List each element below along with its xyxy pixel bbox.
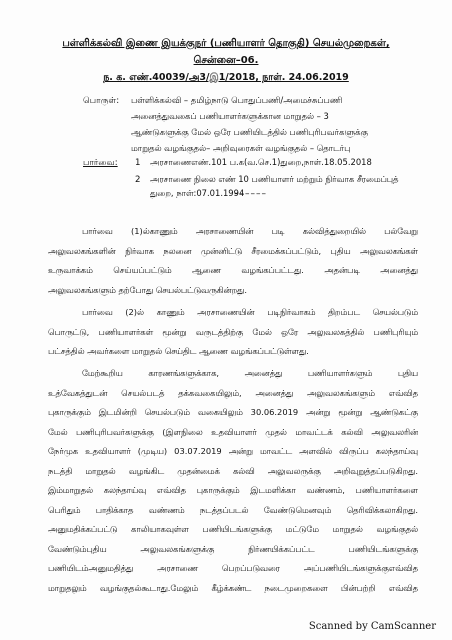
paragraph-line: உத்வேகத்துடன் செயல்படத் தக்கவகையிலும், அனைத்து அலுவலகங்களும் எவ்வித xyxy=(48,387,418,398)
paragraph-line: இம்மாறுதல் கலந்தாய்வு எவ்வித புகாருக்கும் இடமளிக்கா வண்ணம், பணியாளர்களை xyxy=(48,485,418,495)
scanner-watermark: Scanned by CamScanner xyxy=(308,621,436,632)
paragraph-line: அலுவலகங்களும் தற்போது செயல்பட்டுவருகின்றது. xyxy=(48,284,247,295)
paragraph-line: மேற்கூறிய காரணங்களுக்காக, அனைத்து பணியாளர்களும் புதிய xyxy=(82,368,418,378)
paragraph-line: உருவாக்கம் செய்யப்பட்டும் ஆணை வழங்கப்பட்டது. அதன்படி அனைத்து xyxy=(48,265,418,275)
office-city: சென்னை–06. xyxy=(193,55,259,66)
subject-line: அனைத்துவகைப் பணியாளர்களுக்கான மாறுதல் – 3 xyxy=(131,111,329,121)
body-paragraph xyxy=(48,364,418,598)
office-heading: பள்ளிக்கல்வி இணை இயக்குநர் (பணியாளர் தொகுதி) செயல்முறைகள், xyxy=(62,38,390,49)
paragraph-line: பார்வை (1)ல்காணும் அரசாணையின் படி கல்வித்துறையில் பல்வேறு xyxy=(82,226,418,236)
paragraph-line: பெரிதும் பாதிக்காத வண்ணம் நடத்தப்படல் வேண்டுமெனவும் தெரிவிக்கலாகிறது. xyxy=(48,504,418,515)
paragraph-line: அனுமதிக்கப்பட்டு காலியாகவுள்ள பணியிடங்களுக்கு மட்டுமே மாறுதல் வழங்குதல் xyxy=(48,524,418,534)
paragraph-line: புகாருக்கும் இடமின்றி செயல்படும் வகையிலும் 30.06.2019 அன்று மூன்று ஆண்டுகட்கு xyxy=(48,407,418,417)
paragraph-line: வேண்டும்புதிய அலுவலகங்களுக்கு நிர்ணயிக்கப்பட்ட பணியிடங்களுக்கு xyxy=(48,543,418,554)
reference-text: அரசாணை நிலை எண் 10 பணியாளர் மற்றும் நிர்வாக சீரமைப்புத் xyxy=(150,174,399,184)
subject-line: பள்ளிக்கல்வி – தமிழ்நாடு பொதுப்பணி/அமைச்சுப்பணி xyxy=(131,95,343,105)
paragraph-line: நடத்தி மாறுதல் வழங்கிட முதன்மைக் கல்வி அலுவலருக்கு அறிவுறுத்தப்படுகிறது. xyxy=(48,465,418,476)
paragraph-line: பட்சத்தில் அவர்களை மாறுதல் செய்திட ஆணை வழங்கப்பட்டுள்ளது. xyxy=(48,346,309,356)
subject-line: ஆண்டுகளுக்கு மேல் ஒரே பணியிடத்தில் பணிபுரிபவர்களுக்கு xyxy=(131,127,368,137)
reference-number: 2 xyxy=(135,175,141,185)
reference-text: அரசாணைஎண்.101 ப.க(வ.செ.1)துறை,நாள்.18.05.2018 xyxy=(150,157,372,167)
paragraph-line: நேர்முக உதவியாளர் (முடிய) 03.07.2019 அன்று மாவட்ட அளவில் விருப்ப கலந்தாய்வு xyxy=(48,446,418,456)
reference-number-date: ந. க. எண்.40039/அ3/இ1/2018, நாள். 24.06.2019 xyxy=(103,72,349,83)
paragraph-line: மேல் பணிபுரிபவர்களுக்கு (இளநிலை உதவியாளர் முதல் மாவட்டக் கல்வி அலுவலரின் xyxy=(48,426,418,437)
subject-label: பொருள்: xyxy=(83,96,120,106)
body-paragraph xyxy=(48,222,418,300)
paragraph-line: அலுவலகங்களின் நிர்வாக நலனை முன்னிட்டு சீரமைக்கப்பட்டும், புதிய அலுவலகங்கள் xyxy=(48,245,418,256)
reference-label: பார்வை: xyxy=(83,158,118,168)
reference-number: 1 xyxy=(135,158,141,168)
separator: –––––– xyxy=(234,189,267,199)
subject-line: மாறுதல் வழங்குதல்– அறிவுரைகள் வழங்குதல் – தொடர்பு xyxy=(131,143,351,153)
paragraph-line: பார்வை (2)ல் காணும் அரசாணையின் படிநிர்வாகம் திறம்பட செயல்படும் xyxy=(82,307,418,317)
paragraph-line: பொருட்டு, பணியாளர்கள் மூன்று வருடத்திற்கு மேல் ஒரே அலுவலகத்தில் பணிபுரியும் xyxy=(48,326,418,337)
reference-text: துறை, நாள்:07.01.1994 xyxy=(150,188,245,198)
body-paragraph xyxy=(48,303,418,362)
paragraph-line: மாறுதலும் வழங்குதல்கூடாது.மேலும் கீழ்க்கண்ட நடைமுறைகளை பின்பற்றி எவ்வித xyxy=(48,582,418,593)
paragraph-line: பணியிடம்அனுமதித்து அரசாணை பெறப்படுவரை அப்பணியிடங்களுக்குஎவ்வித xyxy=(48,563,418,573)
